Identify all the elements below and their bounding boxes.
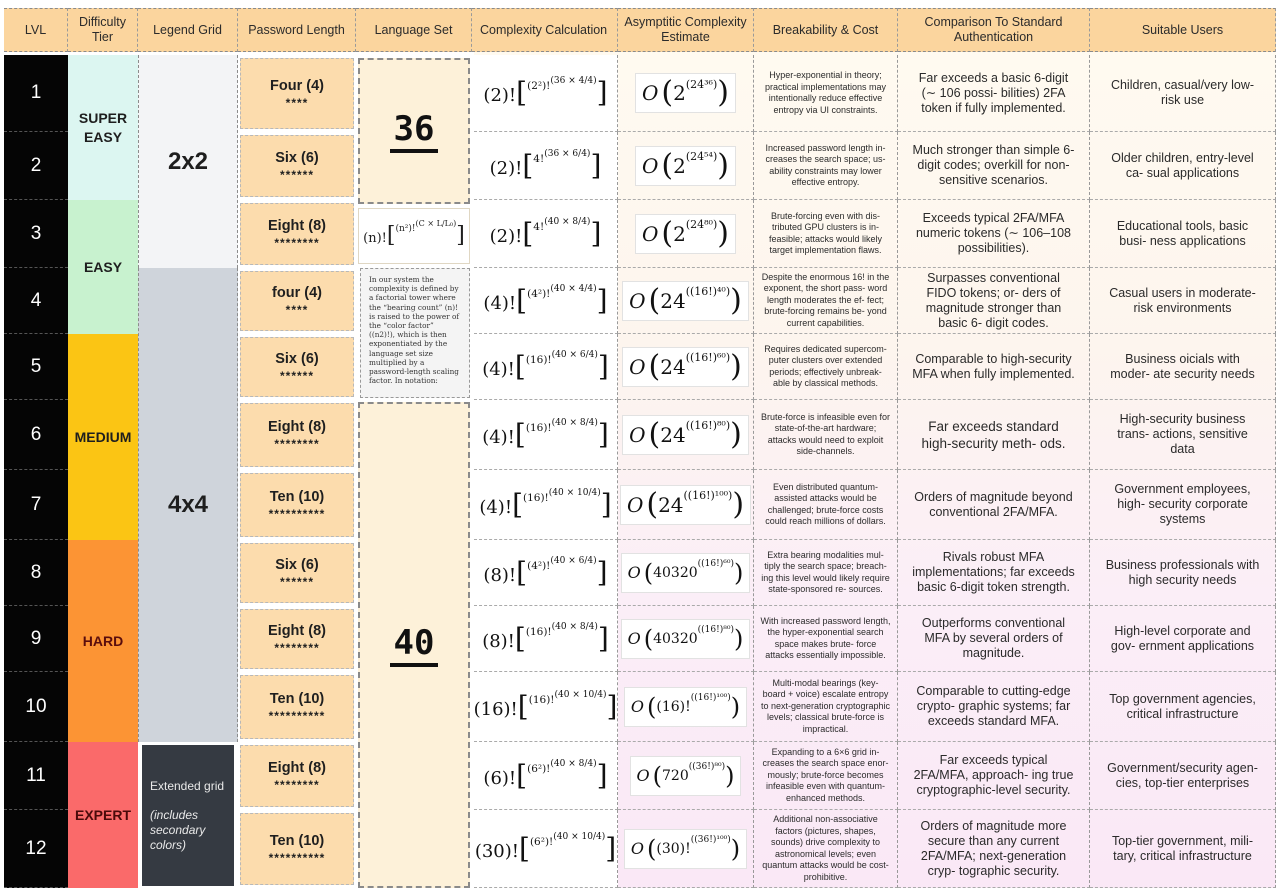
header-users: Suitable Users	[1090, 8, 1276, 52]
formula-base: (2)!	[489, 157, 523, 179]
comparison-text: Far exceeds standard high-security meth- ods.	[898, 400, 1090, 470]
complexity-formula: (30)! [ (6²)! (40 × 10/4) ]	[474, 810, 618, 888]
security-levels-table	[4, 8, 1276, 888]
formula-exponent-inner: (40 × 6/4)	[550, 555, 597, 566]
asymptotic-base: 24	[660, 288, 686, 313]
language-set-value: 40	[390, 623, 439, 667]
asymptotic-base: 24	[658, 492, 684, 517]
general-formula-exp1: (n²)!	[395, 224, 416, 234]
password-length	[240, 337, 354, 397]
tier-easy: EASY	[68, 200, 138, 334]
level-number: 9	[4, 606, 68, 672]
tier-hard: HARD	[68, 540, 138, 742]
level-number: 12	[4, 810, 68, 888]
asymptotic-base: 2	[673, 221, 686, 246]
formula-exponent: (6²)!	[529, 835, 554, 848]
header-grid: Legend Grid	[138, 8, 238, 52]
formula-exponent-inner: (40 × 8/4)	[551, 621, 598, 632]
password-length	[240, 745, 354, 807]
password-length	[240, 403, 354, 467]
formula-exponent: (16)!	[525, 421, 552, 434]
formula-exponent: (4²)!	[527, 287, 551, 300]
formula-base: (8)!	[483, 564, 517, 586]
complexity-formula: (4)! [ (16)! (40 × 10/4) ]	[474, 470, 618, 540]
password-length	[240, 203, 354, 265]
breakability-cost: Requires dedicated supercom- puter clusters over extended periods; effectively unbreak- able by classical methods.	[754, 334, 898, 400]
comparison-text: Rivals robust MFA implementations; far exceeds basic 6-digit token strength.	[898, 540, 1090, 606]
comparison-text: Exceeds typical 2FA/MFA numeric tokens (∼ 106–108 possibilities).	[898, 200, 1090, 268]
breakability-cost: Brute-forcing even with dis- tributed GPU clusters is in- feasible; attacks would likely target implementation flaws.	[754, 200, 898, 268]
complexity-formula: (8)! [ (4²)! (40 × 6/4) ]	[474, 540, 618, 606]
asymptotic-exponent: ((16!)⁶⁰)	[685, 351, 731, 364]
comparison-text: Orders of magnitude more secure than any current 2FA/MFA; next-generation cryp- tographic security.	[898, 810, 1090, 888]
level-number: 4	[4, 268, 68, 334]
level-number: 10	[4, 672, 68, 742]
header-tier: Difficulty Tier	[68, 8, 138, 52]
header-asymptotic: Asymptitic Complexity Estimate	[618, 8, 754, 52]
level-number: 8	[4, 540, 68, 606]
asymptotic-exponent: (24³⁶)	[685, 77, 718, 91]
formula-exponent-inner: (40 × 8/4)	[550, 758, 597, 769]
formula-base: (16)!	[473, 698, 518, 720]
suitable-users: Government employees, high- security corporate systems	[1090, 470, 1276, 540]
asymptotic-estimate: O ( (30)! ((36!)¹⁰⁰) )	[618, 810, 754, 888]
suitable-users: Children, casual/very low-risk use	[1090, 55, 1276, 132]
tier-expert: EXPERT	[68, 742, 138, 888]
asymptotic-exponent: ((16!)⁸⁰)	[697, 624, 734, 635]
password-length-label: Ten (10)	[269, 691, 325, 707]
asymptotic-estimate: O ( 40320 ((16!)⁶⁰) )	[618, 540, 754, 606]
password-length-label: Four (4)	[270, 77, 324, 94]
suitable-users: Business professionals with high security needs	[1090, 540, 1276, 606]
password-length	[240, 135, 354, 197]
general-formula-exp2: (C × L/L₀)	[415, 219, 457, 228]
tier-super-easy: SUPER EASY	[68, 55, 138, 200]
language-set-40	[358, 402, 470, 888]
asymptotic-base: 2	[673, 81, 686, 105]
asymptotic-exponent: ((36!)¹⁰⁰)	[690, 834, 731, 845]
formula-exponent: 4!	[533, 220, 545, 233]
password-length	[240, 675, 354, 739]
asymptotic-exponent: ((16!)⁶⁰)	[697, 558, 734, 569]
breakability-cost: Additional non-associative factors (pictures, shapes, sounds) drive complexity to astronomical levels; even quantum attacks would be cost-prohibitive.	[754, 810, 898, 888]
formula-exponent-inner: (40 × 4/4)	[550, 283, 597, 294]
formula-exponent: (16)!	[525, 353, 552, 366]
password-length-label: Ten (10)	[269, 489, 325, 505]
asymptotic-exponent: ((16!)⁴⁰)	[685, 285, 731, 298]
formula-exponent: 4!	[533, 152, 545, 165]
asymptotic-estimate: O ( 24 ((16!)⁸⁰) )	[618, 400, 754, 470]
password-length	[240, 58, 354, 129]
level-number: 6	[4, 400, 68, 470]
breakability-cost: Increased password length in- creases the search space; us- ability constraints may lower effective entropy.	[754, 132, 898, 200]
comparison-text: Outperforms conventional MFA by several orders of magnitude.	[898, 606, 1090, 672]
breakability-cost: Extra bearing modalities mul- tiply the search space; breach- ing this level would likely require state-sponsored re- sources.	[754, 540, 898, 606]
tier-medium: MEDIUM	[68, 334, 138, 540]
breakability-cost: Hyper-exponential in theory; practical implementations may intentionally reduce effective entropy via UI constraints.	[754, 55, 898, 132]
formula-exponent: (16)!	[523, 491, 549, 504]
password-mask: ****	[285, 95, 309, 110]
formula-base: (4)!	[482, 358, 515, 380]
language-set-36	[358, 58, 470, 204]
password-length-label: four (4)	[272, 285, 322, 301]
comparison-text: Orders of magnitude beyond conventional 2FA/MFA.	[898, 470, 1090, 540]
comparison-text: Surpasses conventional FIDO tokens; or- ders of magnitude stronger than basic 6- digit codes.	[898, 268, 1090, 334]
password-mask: ********	[274, 778, 320, 792]
language-note: In our system the complexity is defined by a factorial tower where the “bearing count” (n)! is raised to the power of the “color factor” ((n2)!), which is then exponentiated by the language set size multiplied by a password-length scaling factor. In notation:	[360, 268, 470, 398]
asymptotic-exponent: (24⁸⁰)	[685, 218, 718, 231]
password-mask: ****	[285, 303, 309, 317]
level-number: 1	[4, 55, 68, 132]
formula-base: (2)!	[483, 85, 517, 106]
suitable-users: High-level corporate and gov- ernment applications	[1090, 606, 1276, 672]
breakability-cost: Brute-force is infeasible even for state-of-the-art hardware; attacks would need to exploit side-channels.	[754, 400, 898, 470]
grid-extended-label: Extended grid	[150, 778, 225, 793]
asymptotic-base: 2	[673, 153, 686, 178]
asymptotic-estimate: O ( (16)! ((16!)¹⁰⁰) )	[618, 672, 754, 742]
asymptotic-estimate: O ( 720 ((36!)⁸⁰) )	[618, 742, 754, 810]
level-number: 3	[4, 200, 68, 268]
level-number: 2	[4, 132, 68, 200]
language-set-value: 36	[390, 109, 439, 153]
suitable-users: Older children, entry-level ca- sual applications	[1090, 132, 1276, 200]
grid-extended	[142, 745, 234, 886]
formula-base: (6)!	[483, 767, 517, 789]
formula-base: (8)!	[482, 630, 515, 652]
asymptotic-exponent: ((36!)⁸⁰)	[688, 761, 726, 772]
formula-exponent: (16)!	[528, 693, 555, 706]
complexity-formula: (4)! [ (4²)! (40 × 4/4) ]	[474, 268, 618, 334]
asymptotic-exponent: ((16!)⁸⁰)	[685, 419, 731, 432]
formula-base: (30)!	[474, 840, 520, 862]
header-lvl: LVL	[4, 8, 68, 52]
asymptotic-base: 720	[662, 767, 689, 784]
grid-2x2: 2x2	[138, 55, 238, 268]
general-formula-base: (n)!	[363, 231, 387, 246]
asymptotic-base: (16)!	[656, 698, 691, 715]
asymptotic-base: (30)!	[656, 840, 691, 857]
breakability-cost: With increased password length, the hyper-exponential search space makes brute- force attacks essentially impossible.	[754, 606, 898, 672]
comparison-text: Far exceeds typical 2FA/MFA, approach- ing true cryptographic-level security.	[898, 742, 1090, 810]
header-comparison: Comparison To Standard Authentication	[898, 8, 1090, 52]
password-length	[240, 609, 354, 669]
header-complexity: Complexity Calculation	[472, 8, 618, 52]
breakability-cost: Despite the enormous 16! in the exponent, the short pass- word length moderates the ef- fect; brute-forcing remains be- yond current capabilities.	[754, 268, 898, 334]
suitable-users: Educational tools, basic busi- ness applications	[1090, 200, 1276, 268]
password-mask: ******	[279, 575, 315, 589]
grid-4x4: 4x4	[138, 268, 238, 742]
complexity-formula: (8)! [ (16)! (40 × 8/4) ]	[474, 606, 618, 672]
formula-base: (4)!	[482, 426, 515, 448]
asymptotic-estimate: O ( 2 (24³⁶) )	[618, 55, 754, 132]
formula-exponent-inner: (36 × 6/4)	[544, 148, 591, 159]
asymptotic-estimate: O ( 24 ((16!)¹⁰⁰) )	[618, 470, 754, 540]
comparison-text: Comparable to high-security MFA when fully implemented.	[898, 334, 1090, 400]
breakability-cost: Even distributed quantum- assisted attacks would be challenged; brute-force costs could reach millions of dollars.	[754, 470, 898, 540]
password-length	[240, 271, 354, 331]
formula-exponent-inner: (36 × 4/4)	[550, 76, 597, 86]
comparison-text: Comparable to cutting-edge crypto- graphic systems; far exceeds standard MFA.	[898, 672, 1090, 742]
password-length-label: Six (6)	[275, 150, 319, 166]
password-mask: **********	[268, 851, 326, 865]
formula-exponent-inner: (40 × 8/4)	[551, 417, 598, 428]
suitable-users: Top-tier government, mili- tary, critical infrastructure	[1090, 810, 1276, 888]
password-length-label: Eight (8)	[268, 623, 326, 639]
formula-exponent-inner: (40 × 8/4)	[544, 216, 591, 227]
breakability-cost: Expanding to a 6×6 grid in- creases the search space enor- mously; brute-force becomes infeasible even with quantum- enhanced methods.	[754, 742, 898, 810]
complexity-formula: (4)! [ (16)! (40 × 8/4) ]	[474, 400, 618, 470]
complexity-formula: (4)! [ (16)! (40 × 6/4) ]	[474, 334, 618, 400]
level-number: 5	[4, 334, 68, 400]
formula-exponent: (4²)!	[527, 559, 551, 572]
password-length-label: Six (6)	[275, 351, 319, 367]
asymptotic-estimate: O ( 2 (24⁸⁰) )	[618, 200, 754, 268]
header-language: Language Set	[356, 8, 472, 52]
complexity-formula: (16)! [ (16)! (40 × 10/4) ]	[474, 672, 618, 742]
asymptotic-base: 40320	[653, 564, 698, 581]
grid-extended-note: (includes secondary colors)	[150, 807, 206, 852]
formula-base: (2)!	[489, 225, 523, 247]
asymptotic-base: 24	[660, 354, 686, 379]
complexity-formula: (2)! [ 4! (36 × 6/4) ]	[474, 132, 618, 200]
password-length-label: Ten (10)	[269, 833, 325, 849]
asymptotic-estimate: O ( 24 ((16!)⁶⁰) )	[618, 334, 754, 400]
formula-base: (4)!	[479, 496, 513, 518]
formula-exponent-inner: (40 × 10/4)	[548, 487, 601, 498]
password-length	[240, 473, 354, 537]
password-mask: ********	[274, 236, 320, 250]
comparison-text: Far exceeds a basic 6-digit (∼ 106 possi- bilities) 2FA token if fully implemented.	[898, 55, 1090, 132]
password-length	[240, 543, 354, 603]
comparison-text: Much stronger than simple 6-digit codes; overkill for non-sensitive scenarios.	[898, 132, 1090, 200]
password-length-label: Eight (8)	[268, 419, 326, 435]
complexity-formula: (2)! [ (2²)! (36 × 4/4) ]	[474, 55, 618, 132]
password-mask: ******	[279, 369, 315, 383]
password-mask: ******	[279, 168, 315, 182]
asymptotic-base: 24	[660, 422, 686, 447]
formula-base: (4)!	[483, 292, 517, 314]
header-length: Password Length	[238, 8, 356, 52]
general-formula: (n)! [ (n²)! (C × L/L₀) ]	[358, 208, 470, 264]
password-length-label: Eight (8)	[268, 760, 326, 776]
suitable-users: Government/security agen- cies, top-tier enterprises	[1090, 742, 1276, 810]
asymptotic-exponent: ((16!)¹⁰⁰)	[683, 489, 733, 502]
complexity-formula: (6)! [ (6²)! (40 × 8/4) ]	[474, 742, 618, 810]
level-number: 7	[4, 470, 68, 540]
formula-exponent-inner: (40 × 10/4)	[553, 831, 606, 842]
level-number: 11	[4, 742, 68, 810]
suitable-users: Casual users in moderate-risk environments	[1090, 268, 1276, 334]
password-mask: **********	[268, 709, 326, 723]
suitable-users: High-security business trans- actions, sensitive data	[1090, 400, 1276, 470]
asymptotic-estimate: O ( 24 ((16!)⁴⁰) )	[618, 268, 754, 334]
header-breakability: Breakability & Cost	[754, 8, 898, 52]
password-mask: ********	[274, 437, 320, 451]
formula-exponent: (6²)!	[527, 762, 551, 775]
password-mask: ********	[274, 641, 320, 655]
password-length	[240, 813, 354, 885]
asymptotic-exponent: ((16!)¹⁰⁰)	[690, 692, 731, 703]
suitable-users: Business oicials with moder- ate security needs	[1090, 334, 1276, 400]
asymptotic-estimate: O ( 40320 ((16!)⁸⁰) )	[618, 606, 754, 672]
asymptotic-estimate: O ( 2 (24⁵⁴) )	[618, 132, 754, 200]
password-length-label: Eight (8)	[268, 218, 326, 234]
suitable-users: Top government agencies, critical infrastructure	[1090, 672, 1276, 742]
password-length-label: Six (6)	[275, 557, 319, 573]
formula-exponent-inner: (40 × 10/4)	[554, 689, 607, 700]
asymptotic-exponent: (24⁵⁴)	[685, 150, 718, 163]
asymptotic-base: 40320	[653, 630, 698, 647]
formula-exponent: (2²)!	[527, 80, 551, 92]
formula-exponent: (16)!	[525, 625, 552, 638]
formula-exponent-inner: (40 × 6/4)	[551, 349, 598, 360]
breakability-cost: Multi-modal bearings (key- board + voice) escalate entropy to next-generation cryptographic levels; classical brute-force is impractical.	[754, 672, 898, 742]
complexity-formula: (2)! [ 4! (40 × 8/4) ]	[474, 200, 618, 268]
password-mask: **********	[268, 507, 326, 521]
